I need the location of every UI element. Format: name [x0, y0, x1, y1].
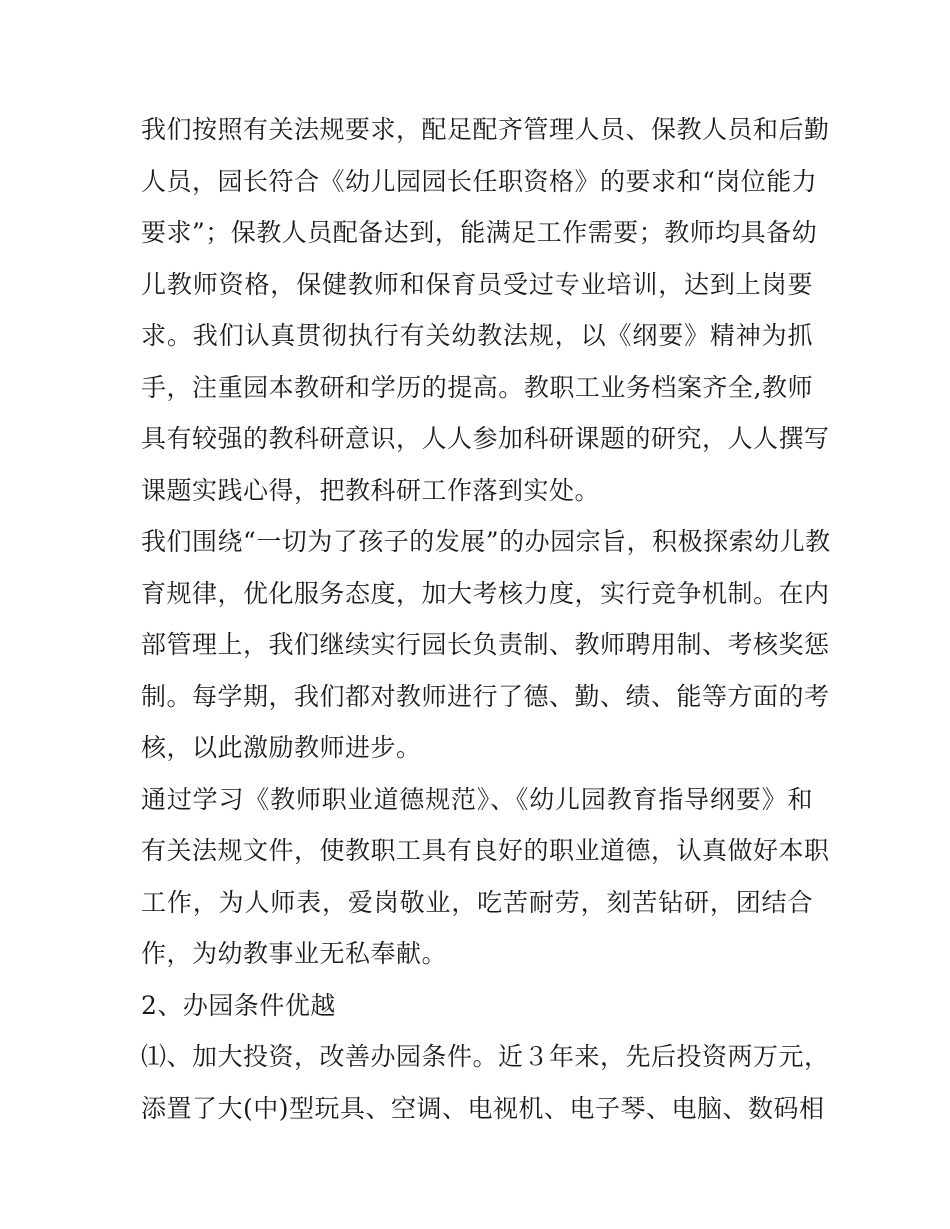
text-line: 要求”；保教人员配备达到，能满足工作需要；教师均具备幼 [141, 218, 818, 247]
text-line: 通过学习《教师职业道德规范》、《幼儿园教育指导纲要》和 [141, 784, 813, 814]
text-line: 我们围绕“一切为了孩子的发展”的办园宗旨，积极探索幼儿教 [141, 527, 831, 556]
text-line: 育规律，优化服务态度，加大考核力度，实行竞争机制。在内 [141, 578, 830, 608]
section-heading [141, 980, 813, 1032]
text-line: 儿教师资格，保健教师和保育员受过专业培训，达到上岗要 [141, 269, 813, 299]
paragraph-management [141, 516, 831, 774]
text-line: 具有较强的教科研意识，人人参加科研课题的研究，人人撰写 [141, 424, 830, 453]
paragraph-staffing [141, 104, 830, 516]
text-line: 制。每学期，我们都对教师进行了德、勤、绩、能等方面的考 [141, 681, 830, 711]
text-line: 手，注重园本教研和学历的提高。教职工业务档案齐全,教师 [141, 372, 813, 402]
text-line: 工作，为人师表，爱岗敬业，吃苦耐劳，刻苦钻研，团结合 [141, 887, 813, 917]
paragraph-ethics [141, 774, 830, 980]
text-line: 部管理上，我们继续实行园长负责制、教师聘用制、考核奖惩 [141, 630, 830, 659]
text-line: 课题实践心得，把教科研工作落到实处。 [141, 475, 601, 505]
heading-line: 2、办园条件优越 [141, 990, 336, 1020]
text-line: 添置了大(中)型玩具、空调、电视机、电子琴、电脑、数码相 [141, 1093, 825, 1123]
text-line: 有关法规文件，使教职工具有良好的职业道德，认真做好本职 [141, 836, 830, 865]
text-line: 人员，园长符合《幼儿园园长任职资格》的要求和“岗位能力 [141, 166, 818, 196]
text-line: 核，以此激励教师进步。 [141, 733, 422, 762]
document-body [141, 104, 831, 1134]
text-line: 作，为幼教事业无私奉献。 [141, 939, 448, 968]
text-line: ⑴、加大投资，改善办园条件。近３年来，先后投资两万元， [141, 1042, 830, 1071]
text-line: 求。我们认真贯彻执行有关幼教法规，以《纲要》精神为抓 [141, 321, 813, 350]
paragraph-investment [141, 1031, 830, 1134]
text-line: 我们按照有关法规要求，配足配齐管理人员、保教人员和后勤 [141, 115, 830, 144]
